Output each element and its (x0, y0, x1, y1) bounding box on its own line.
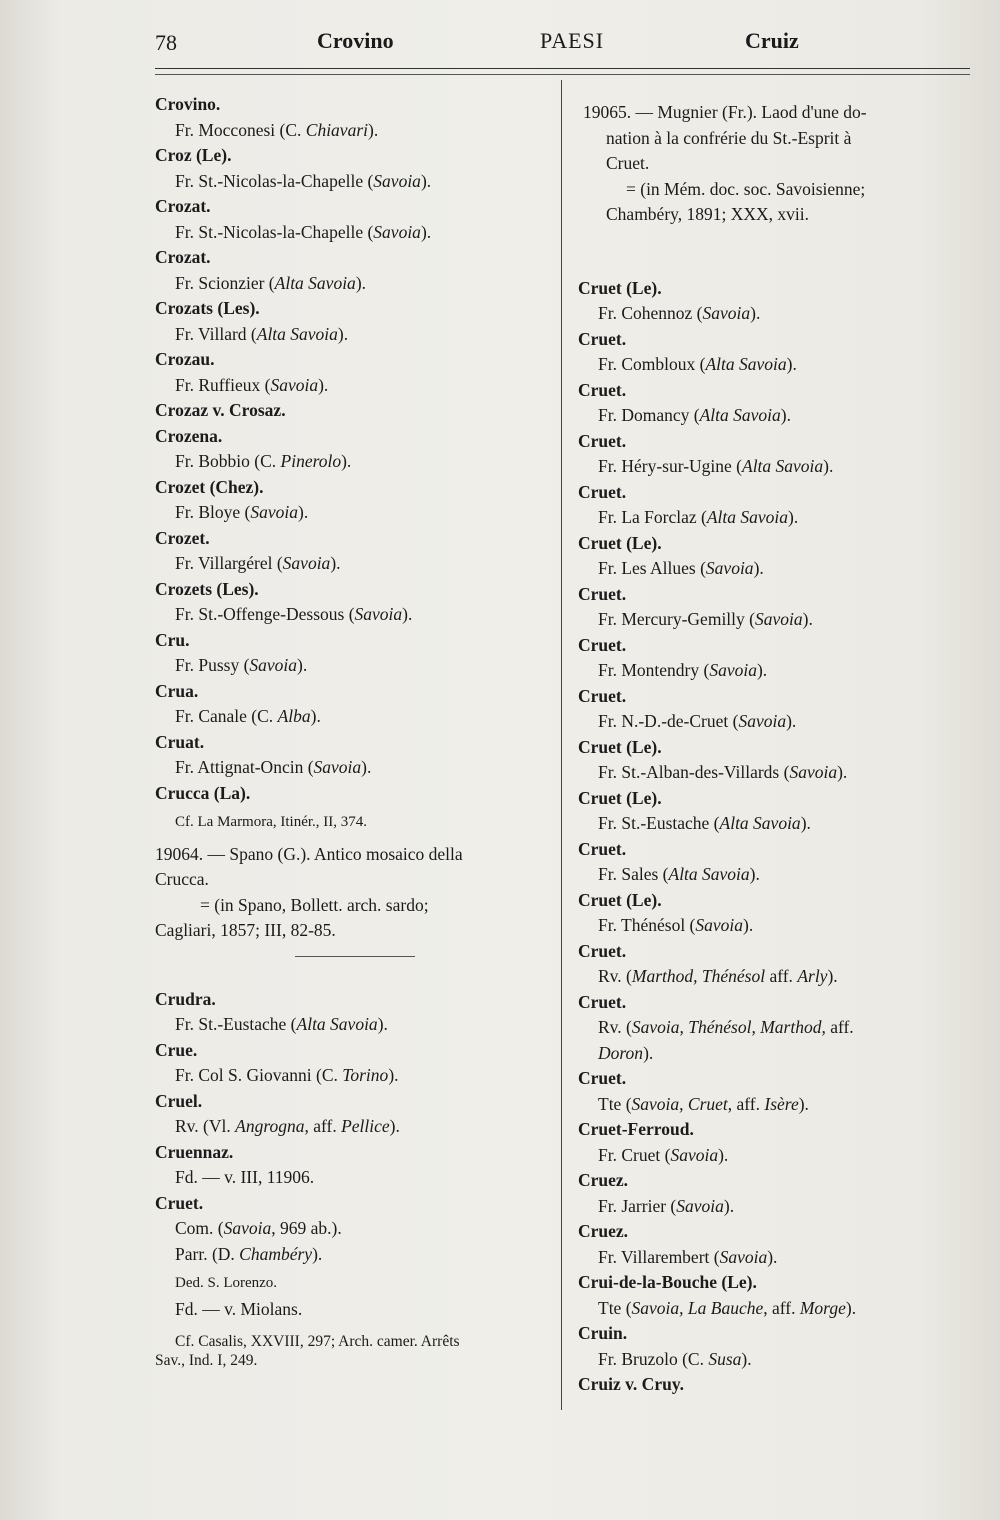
entry-line (155, 220, 550, 246)
entry-headword: Cruat. (155, 731, 205, 752)
entry-line (578, 1092, 978, 1118)
entry-line (578, 1194, 978, 1220)
entry-headword: Crucca (La). (155, 782, 251, 803)
entry-line (155, 653, 550, 679)
left-entry (155, 987, 550, 1038)
entry-line (578, 556, 978, 582)
entry-headword: Cruet (Le). (578, 736, 662, 757)
text: Fr. Domancy ( (598, 405, 700, 425)
left-entry (155, 1089, 550, 1140)
text: Fr. St.-Offenge-Dessous ( (175, 604, 355, 624)
cruet-fd: Fd. — v. Miolans. (175, 1298, 303, 1319)
text: ). (361, 757, 372, 777)
entry-headword: Crozena. (155, 425, 223, 446)
italic-text: Alta Savoia (296, 1014, 378, 1034)
right-entry (578, 582, 978, 633)
italic-text: Savoia (223, 1218, 272, 1238)
italic-text: Alta Savoia (274, 272, 356, 293)
right-entries (578, 276, 978, 1398)
left-entry (155, 1038, 550, 1089)
entry-headword: Cruennaz. (155, 1141, 234, 1162)
text: Fr. N.-D.-de-Cruet ( (598, 711, 739, 731)
entry-headword: Crua. (155, 680, 199, 701)
entry-headword: Cruet. (578, 685, 627, 706)
biblio-19065-line2: nation à la confrérie du St.-Esprit à (606, 127, 852, 148)
text: ). (743, 915, 754, 935)
text: ). (310, 706, 321, 726)
italic-text: Alta Savoia (705, 354, 787, 374)
text: ). (827, 966, 838, 986)
italic-text: Susa (708, 1348, 742, 1369)
text: Fr. Thénésol ( (598, 915, 696, 935)
text: ). (845, 1297, 857, 1318)
italic-text: Angrogna (235, 1116, 305, 1136)
entry-headword: Cruiz v. Cruy. (578, 1374, 684, 1394)
italic-text: Alta Savoia (668, 864, 750, 884)
entry-headword: Crozaz v. Crosaz. (155, 400, 286, 420)
entry-line (155, 169, 550, 195)
text: ). (780, 405, 791, 425)
right-entry (578, 1219, 978, 1270)
right-entry (578, 684, 978, 735)
text: Fr. Villard ( (175, 323, 257, 344)
text: Fr. Pussy ( (175, 655, 250, 675)
text: Fr. Héry-sur-Ugine ( (598, 456, 742, 476)
entry-headword: Cruet. (578, 583, 627, 604)
left-entries-2 (155, 987, 550, 1268)
entry-line (155, 1216, 550, 1242)
right-entry (578, 939, 978, 990)
italic-text: Savoia (373, 170, 421, 191)
entry-line (155, 271, 550, 297)
entry-line (578, 403, 978, 429)
entry-line (578, 1041, 978, 1067)
text: ). (756, 660, 768, 680)
text: ). (318, 374, 329, 395)
biblio-19064-line2: Crucca. (155, 869, 209, 889)
entry-line (578, 1143, 978, 1169)
column-divider (561, 80, 562, 1410)
right-entry (578, 480, 978, 531)
entry-headword: Croz (Le). (155, 145, 232, 165)
text: ). (420, 170, 432, 191)
text: , aff. (727, 1093, 765, 1114)
entry-headword: Cruet (Le). (578, 787, 662, 808)
text: Fr. Villarembert ( (598, 1246, 720, 1267)
entry-line (155, 551, 550, 577)
text: Fr. Sales ( (598, 864, 669, 884)
entry-headword: Cruet. (578, 838, 627, 859)
italic-text: Savoia (249, 655, 298, 675)
text: Fr. St.-Nicolas-la-Chapelle ( (175, 170, 374, 191)
italic-text: Pinerolo (280, 451, 342, 471)
text: Fr. Scionzier ( (175, 272, 275, 293)
entry-line (155, 373, 550, 399)
entry-headword: Cruet. (578, 328, 627, 349)
entry-headword: Cruet (Le). (578, 889, 662, 910)
entry-line (578, 1296, 978, 1322)
left-entry (155, 194, 550, 245)
text: ). (298, 502, 309, 522)
text: ). (767, 1246, 778, 1267)
italic-text: Savoia (702, 303, 751, 323)
text: ). (388, 1065, 399, 1085)
text: aff. (825, 1017, 854, 1037)
entry-line (578, 964, 978, 990)
biblio-19065 (578, 100, 978, 228)
entry-line (155, 322, 550, 348)
italic-text: Alta Savoia (706, 507, 789, 527)
entry-headword: Crudra. (155, 988, 216, 1009)
biblio-19064-line1: 19064. — Spano (G.). Antico mosaico della (155, 843, 463, 864)
text: Fr. Ruffieux ( (175, 374, 271, 395)
text: Fr. La Forclaz ( (598, 507, 707, 527)
left-entry (155, 424, 550, 475)
right-entry (578, 837, 978, 888)
italic-text: Savoia (705, 558, 754, 578)
left-entry (155, 143, 550, 194)
text: ). (749, 864, 760, 884)
entry-line (155, 704, 550, 730)
italic-text: Savoia, La Bauche (631, 1297, 764, 1318)
entry-headword: Crovino. (155, 94, 221, 114)
italic-text: Arly (797, 966, 828, 986)
entry-headword: Crozet (Chez). (155, 476, 264, 497)
text: Rv. (Vl. (175, 1116, 236, 1136)
entry-line (578, 1245, 978, 1271)
left-entry (155, 398, 550, 424)
left-entries (155, 92, 550, 806)
biblio-19064-line4: Cagliari, 1857; III, 82-85. (155, 920, 336, 940)
text: Parr. (D. (175, 1243, 240, 1264)
italic-text: Savoia (373, 221, 421, 242)
page-number: 78 (155, 30, 177, 55)
right-entry (578, 531, 978, 582)
italic-text: Savoia (738, 711, 787, 731)
left-entry (155, 92, 550, 143)
text: Fr. Montendry ( (598, 660, 710, 680)
left-entry (155, 628, 550, 679)
italic-text: Savoia (270, 374, 319, 395)
text: ). (750, 303, 761, 323)
text: , aff. (304, 1116, 342, 1136)
italic-text: Morge (799, 1297, 846, 1318)
left-entry (155, 526, 550, 577)
text: Fd. — v. III, 11906. (175, 1167, 315, 1187)
left-entry (155, 1191, 550, 1268)
text: Com. ( (175, 1218, 224, 1238)
text: ). (741, 1348, 752, 1369)
left-entry (155, 1140, 550, 1191)
cruet-dedication: Ded. S. Lorenzo. (175, 1275, 278, 1291)
text: ). (800, 813, 811, 833)
italic-text: Savoia (709, 660, 757, 680)
entry-line (155, 1114, 550, 1140)
italic-text: Isère (764, 1093, 799, 1114)
entry-line (578, 811, 978, 837)
left-entry (155, 347, 550, 398)
entry-headword: Cruet. (578, 940, 627, 961)
text: ). (643, 1042, 654, 1063)
text: Fr. St.-Alban-des-Villards ( (598, 762, 790, 782)
italic-text: Savoia (695, 915, 744, 935)
text: Fr. Col S. Giovanni (C. (175, 1065, 343, 1085)
text: Fr. Mocconesi (C. (175, 119, 306, 140)
right-entry (578, 276, 978, 327)
crucca-reference: Cf. La Marmora, Itinér., II, 374. (175, 814, 368, 830)
italic-text: Marthod, Thénésol (631, 966, 766, 986)
entry-headword: Cruet. (578, 991, 627, 1012)
right-entry (578, 429, 978, 480)
entry-line (155, 1012, 550, 1038)
biblio-19065-line1: 19065. — Mugnier (Fr.). Laod d'une do- (583, 102, 867, 122)
entry-line (578, 862, 978, 888)
text: Fr. St.-Eustache ( (175, 1014, 297, 1034)
entry-line (155, 1242, 550, 1268)
text: ). (823, 456, 834, 476)
left-entry (155, 730, 550, 781)
text: Fr. Bruzolo (C. (598, 1348, 709, 1369)
right-entry (578, 378, 978, 429)
entry-line (155, 118, 550, 144)
entry-line (578, 913, 978, 939)
right-entry (578, 888, 978, 939)
right-entry (578, 1117, 978, 1168)
entry-headword: Crozats (Les). (155, 298, 260, 318)
biblio-19065-line5: Chambéry, 1891; XXX, xvii. (606, 204, 810, 224)
entry-headword: Crui-de-la-Bouche (Le). (578, 1272, 757, 1292)
text: ). (420, 221, 432, 242)
entry-headword: Crozau. (155, 349, 215, 369)
text: Fr. Bobbio (C. (175, 451, 281, 471)
entry-headword: Cruet. (578, 481, 627, 502)
left-entry (155, 679, 550, 730)
text: Fr. Bloye ( (175, 502, 251, 522)
right-entry (578, 1270, 978, 1321)
left-entry (155, 577, 550, 628)
right-entry (578, 735, 978, 786)
biblio-19064 (155, 842, 550, 944)
right-entry (578, 990, 978, 1067)
italic-text: Torino (342, 1065, 389, 1085)
left-entry (155, 245, 550, 296)
italic-text: Savoia (250, 502, 298, 522)
entry-line (155, 755, 550, 781)
entry-headword: Cruet. (578, 430, 627, 451)
left-entry (155, 296, 550, 347)
text: aff. (765, 966, 798, 986)
italic-text: Alta Savoia (742, 456, 824, 476)
text: ). (377, 1014, 388, 1034)
italic-text: Chiavari (305, 119, 368, 140)
text: ). (297, 655, 308, 675)
text: ). (389, 1116, 400, 1136)
text: , 969 ab.). (271, 1218, 342, 1238)
right-entry (578, 327, 978, 378)
entry-headword: Cru. (155, 629, 190, 650)
entry-headword: Cruet. (155, 1192, 204, 1213)
text: Fr. St.-Eustache ( (598, 813, 720, 833)
entry-line (578, 607, 978, 633)
text: Fr. Les Allues ( (598, 558, 706, 578)
italic-text: Savoia (719, 1246, 768, 1267)
italic-text: Chambéry (239, 1243, 313, 1264)
entry-line (578, 709, 978, 735)
right-entry (578, 1321, 978, 1372)
entry-line (578, 352, 978, 378)
text: ). (355, 272, 367, 293)
text: Tte ( (598, 1093, 632, 1114)
header-left-word: Crovino (317, 28, 394, 53)
right-entry (578, 1372, 978, 1398)
text: Fr. St.-Nicolas-la-Chapelle ( (175, 221, 374, 242)
italic-text: Alta Savoia (719, 813, 801, 833)
entry-line (155, 1063, 550, 1089)
italic-text: Savoia (354, 604, 403, 624)
text: ). (837, 762, 848, 782)
italic-text: Savoia (789, 762, 838, 782)
header-center-word: PAESI (540, 28, 605, 53)
section-separator (295, 956, 415, 957)
text: Fr. Cohennoz ( (598, 303, 703, 323)
text: Tte ( (598, 1297, 632, 1318)
entry-line (578, 658, 978, 684)
right-entry (578, 1066, 978, 1117)
text: ). (723, 1195, 735, 1216)
entry-headword: Crozets (Les). (155, 578, 259, 599)
entry-line (578, 505, 978, 531)
entry-headword: Cruet-Ferroud. (578, 1119, 694, 1139)
entry-headword: Cruel. (155, 1090, 203, 1111)
italic-text: Alta Savoia (256, 323, 338, 344)
entry-headword: Crue. (155, 1039, 198, 1060)
running-header (155, 28, 975, 68)
header-right-word: Cruiz (745, 28, 799, 53)
italic-text: Alta Savoia (699, 405, 781, 425)
header-rule-bottom (155, 74, 970, 75)
entry-line (155, 1165, 550, 1191)
entry-headword: Cruet. (578, 1068, 627, 1088)
entry-line (155, 500, 550, 526)
text: ). (337, 323, 349, 344)
biblio-19065-line4: = (in Mém. doc. soc. Savoisienne; (626, 178, 866, 199)
text: ). (368, 119, 379, 140)
spacer (578, 228, 978, 276)
italic-text: Savoia (754, 609, 803, 629)
entry-headword: Cruez. (578, 1221, 629, 1241)
entry-headword: Cruin. (578, 1323, 628, 1343)
entry-headword: Crozet. (155, 527, 210, 548)
entry-line (578, 454, 978, 480)
text: ). (802, 609, 813, 629)
italic-text: Savoia, Thénésol, Marthod, (631, 1017, 826, 1037)
entry-headword: Cruet (Le). (578, 277, 662, 298)
entry-headword: Cruet. (578, 379, 627, 400)
text: ). (788, 507, 799, 527)
italic-text: Savoia (313, 757, 362, 777)
entry-line (155, 602, 550, 628)
text: ). (718, 1144, 729, 1165)
right-entry (578, 633, 978, 684)
entry-headword: Cruet. (578, 634, 627, 655)
left-entry (155, 475, 550, 526)
entry-line (155, 449, 550, 475)
right-entry (578, 1168, 978, 1219)
text: ). (312, 1243, 323, 1264)
text: ). (402, 604, 413, 624)
text: , aff. (763, 1297, 800, 1318)
italic-text: Doron (598, 1042, 644, 1063)
text: Fr. Combloux ( (598, 354, 706, 374)
right-column (578, 92, 978, 1398)
text: ). (786, 354, 797, 374)
italic-text: Alba (277, 706, 311, 726)
header-rule-top (155, 68, 970, 69)
cruet-cf-line1: Cf. Casalis, XXVIII, 297; Arch. camer. Arrêts (175, 1333, 460, 1350)
left-column (155, 92, 550, 1370)
italic-text: Savoia (670, 1144, 719, 1165)
entry-line (578, 301, 978, 327)
text: ). (341, 451, 352, 471)
italic-text: Savoia (282, 553, 331, 573)
entry-headword: Cruez. (578, 1170, 629, 1190)
text: Rv. ( (598, 1017, 632, 1037)
text: Fr. Mercury-Gemilly ( (598, 609, 755, 629)
entry-line (578, 1347, 978, 1373)
entry-headword: Cruet (Le). (578, 532, 662, 553)
text: Fr. Attignat-Oncin ( (175, 757, 314, 777)
italic-text: Savoia (676, 1195, 724, 1216)
italic-text: Savoia, Cruet (631, 1093, 728, 1114)
left-entry (155, 781, 550, 807)
entry-line (578, 760, 978, 786)
text: ). (786, 711, 797, 731)
text: Rv. ( (598, 966, 632, 986)
text: Fr. Cruet ( (598, 1144, 671, 1165)
biblio-19065-line3: Cruet. (606, 153, 650, 173)
entry-headword: Crozat. (155, 196, 211, 216)
right-entry (578, 786, 978, 837)
text: Fr. Villargérel ( (175, 553, 283, 573)
text: ). (330, 553, 341, 573)
text: ). (753, 558, 764, 578)
text: Fr. Canale (C. (175, 706, 278, 726)
entry-headword: Crozat. (155, 247, 211, 267)
text: ). (798, 1093, 809, 1114)
italic-text: Pellice (341, 1116, 390, 1136)
text: Fr. Jarrier ( (598, 1195, 677, 1216)
cruet-cf-line2: Sav., Ind. I, 249. (155, 1352, 258, 1369)
biblio-19064-line3: = (in Spano, Bollett. arch. sardo; (200, 894, 429, 915)
entry-line (578, 1015, 978, 1041)
